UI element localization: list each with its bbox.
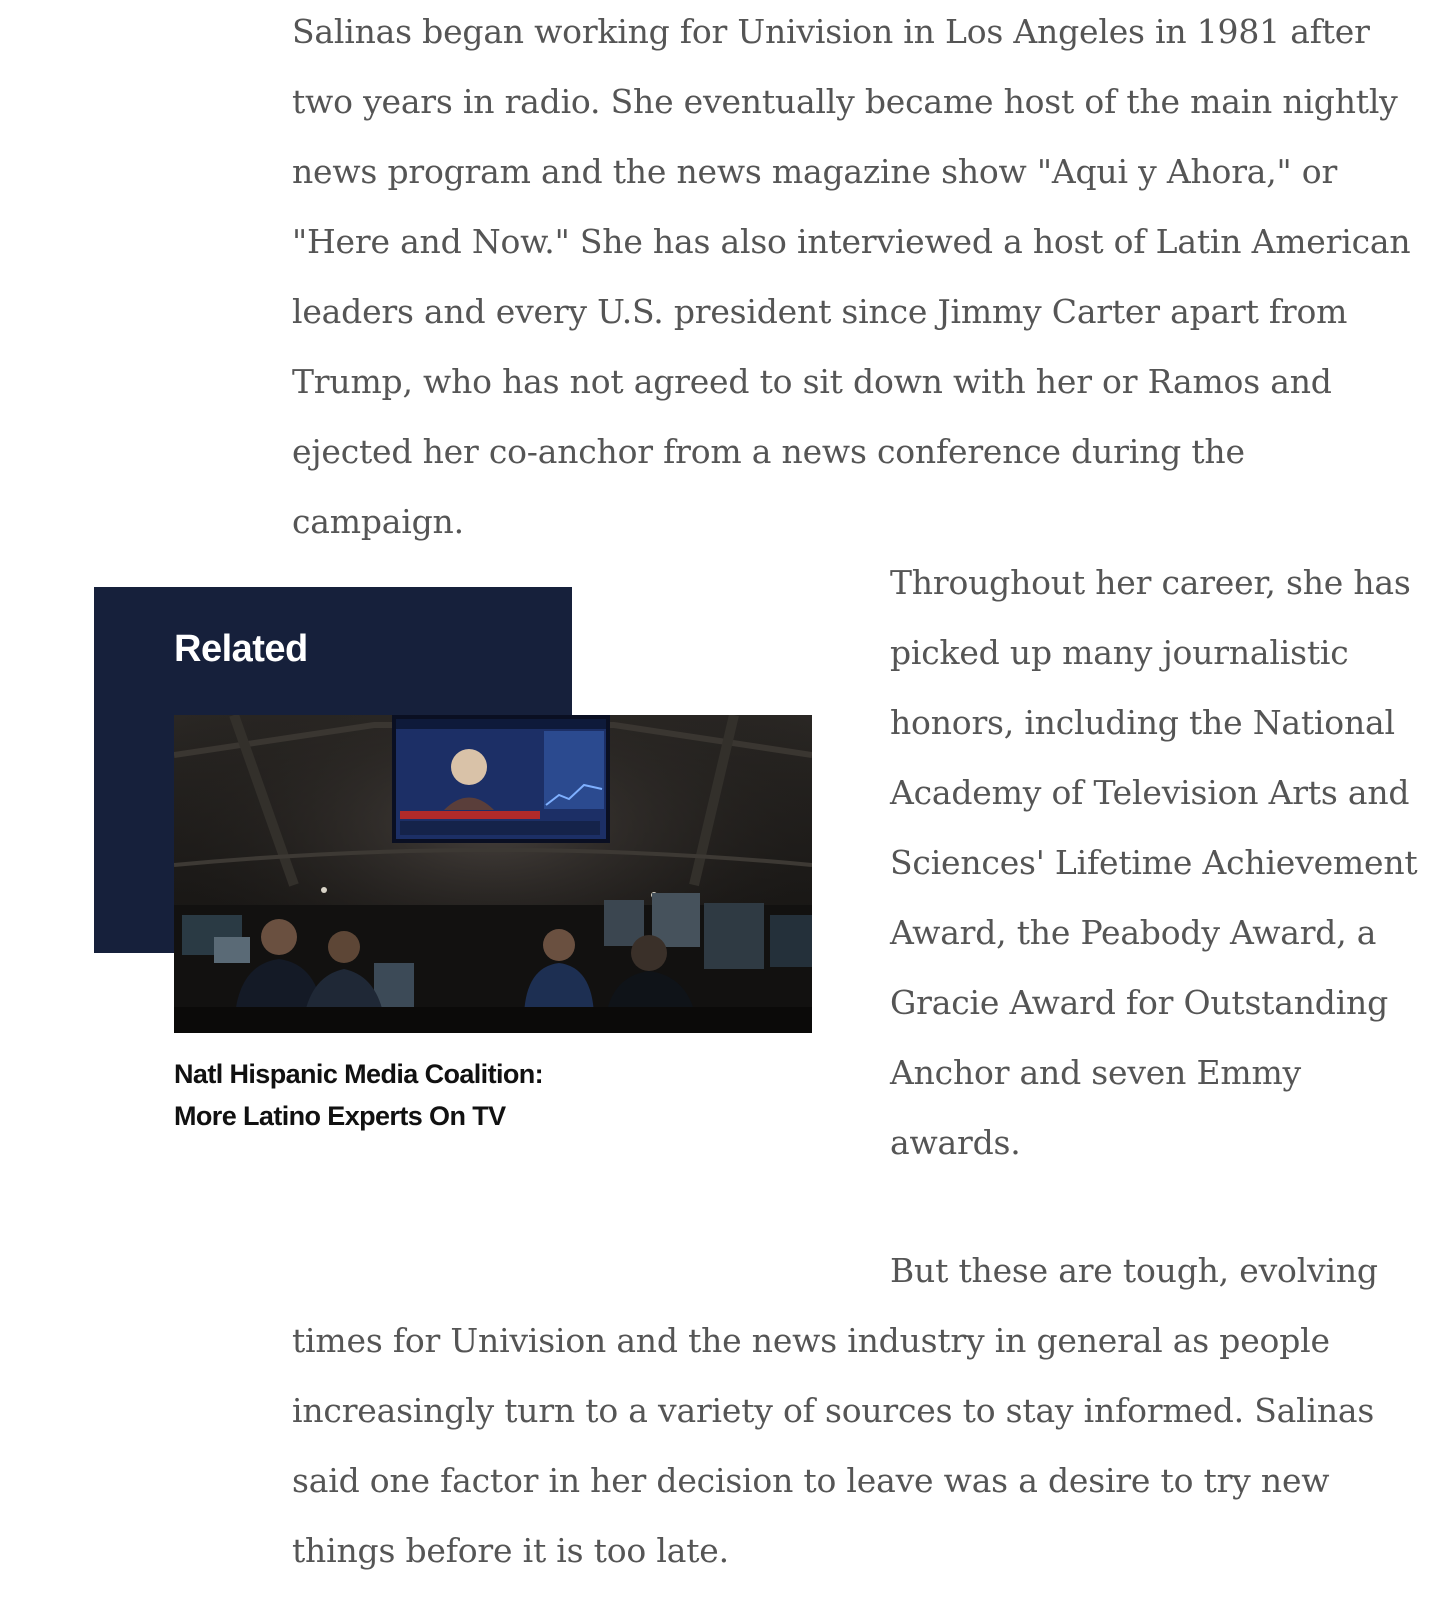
article-paragraph-3-first-line: But these are tough, evolving [890, 1251, 1378, 1290]
article-paragraph-1: Salinas began working for Univision in Los Angeles in 1981 after two years in radio. She eventually became host of the main nightly news program and the news magazine show "Aqui y Ahora," or "Here and Now." She has also interviewed a host of Latin American leaders and every U.S. president since Jimmy Carter apart from Trump, who has not agreed to sit down with her or Ramos and ejected her co-anchor from a news conference during the campaign. [292, 12, 1411, 541]
article-paragraph-2: Throughout her career, she has picked up many journalistic honors, including the National Academy of Television Arts and Sciences' Lifetime Achievement Award, the Peabody Award, a Gracie Award for Outstanding Anchor and seven Emmy awards. [890, 563, 1418, 1162]
related-article-image[interactable] [174, 715, 812, 1033]
related-title-line-1[interactable]: Natl Hispanic Media Coalition: [174, 1059, 544, 1089]
related-label: Related [174, 628, 308, 670]
article-paragraph-3-rest: times for Univision and the news industry in general as people increasingly turn to a variety of sources to stay informed. Salinas said one factor in her decision to leave was a desire to try new things before it is too late. [292, 1321, 1375, 1570]
related-title-line-2[interactable]: More Latino Experts On TV [174, 1101, 506, 1131]
trading-floor-photo-icon [174, 715, 812, 1033]
related-article-title[interactable] [174, 1053, 594, 1137]
